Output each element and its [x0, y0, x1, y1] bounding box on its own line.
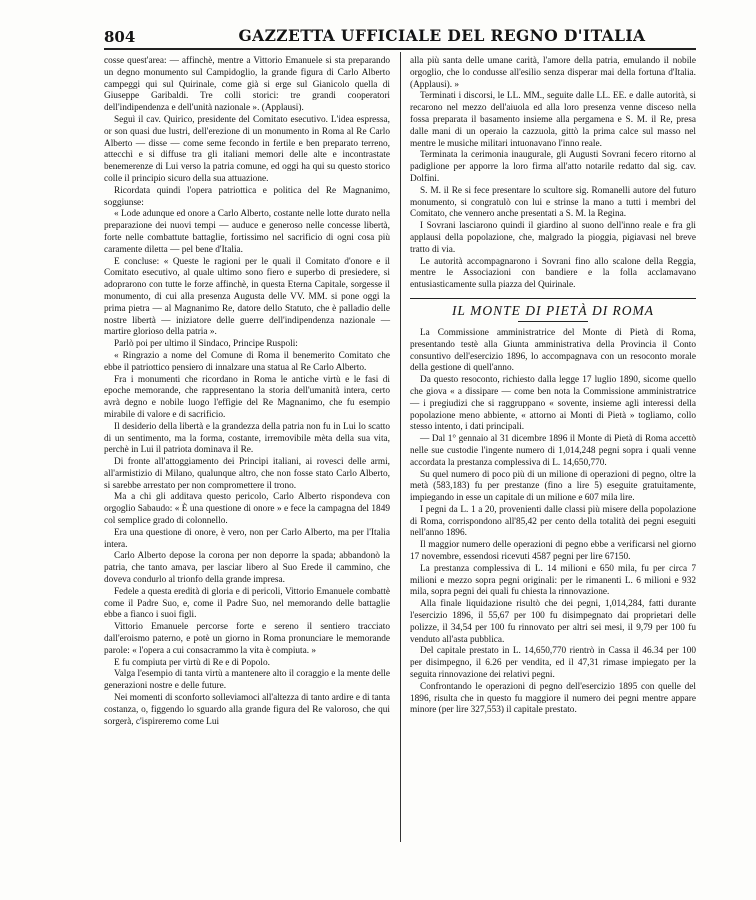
paragraph: I pegni da L. 1 a 20, provenienti dalle classi più misere della popolazione di Roma, corrispondono all'85,42 per cento della totalità dei pegni eseguiti nell'anno 1896. — [410, 504, 696, 539]
paragraph: Nei momenti di sconforto solleviamoci all'altezza di tanto ardire e di tanta costanza, o, figgendo lo sguardo alla grande figura del Re valoroso, che qui sorgerà, c'ispireremo come Lui — [104, 693, 390, 727]
column-divider — [400, 52, 401, 842]
paragraph: Da questo resoconto, richiesto dalla legge 17 luglio 1890, sicome quello che giova « a dissipare — come ben nota la Commissione amministratrice — i pregiudizi che si raggruppano « sovente, insieme agli interessi della popolazione meno abbiente, « attorno ai Monti di Pietà » togliamo, collo stesso intento, i dati principali. — [410, 375, 696, 433]
paragraph: Su quel numero di poco più di un milione di operazioni di pegno, oltre la metà (583,183) fu per prestanze (fino a lire 5) eseguite gratuitamente, impiegando in esse un capitale di un milione e 607 mila lire. — [410, 469, 696, 504]
gazette-title: GAZZETTA UFFICIALE DEL REGNO D'ITALIA — [238, 26, 646, 45]
paragraph: E concluse: « Queste le ragioni per le quali il Comitato d'onore e il Comitato esecutivo, al quale ultimo sono fiero e superbo di presiedere, si adoprarono con tutte le forze affinchè, in questa Eterna Capitale, sorgesse il monumento, di cui alla presenza Augusta delle VV. MM. si pone oggi la prima pietra — al Magnanimo Re, datore dello Statuto, che è palladio delle nostre libertà — iniziatore delle guerre dell'indipendenza nazionale — martire glorioso della patria ». — [104, 256, 390, 338]
paragraph: Terminati i discorsi, le LL. MM., seguite dalle LL. EE. e dalle autorità, si recarono nel mezzo dell'aiuola ed alla loro presenza venne disceso nella fossa preparata il basamento insieme alla pergamena e S. M. il Re, presa dalle mani di un operaio la cazzuola, gittò la prima calce sul masso nel mentre le musiche militari intuonavano l'inno reale. — [410, 91, 696, 149]
paragraph: Alla finale liquidazione risultò che dei pegni, 1,014,284, fatti durante l'esercizio 1896, il 55,67 per 100 fu disimpegnato dai proprietari delle polizze, il 34,54 per 100 fu rinnovato per altri sei mesi, il 9,79 per 100 fu venduto all'asta pubblica. — [410, 599, 696, 645]
left-column — [104, 56, 390, 728]
paragraph: — Dal 1° gennaio al 31 dicembre 1896 il Monte di Pietà di Roma accettò nelle sue custodie l'ingente numero di 1,014,248 pegni sopra i quali venne accordata la prestanza complessiva di L. 14,650,770. — [410, 434, 696, 468]
title-underline — [518, 321, 588, 322]
page-number: 804 — [104, 28, 136, 46]
header-rule — [104, 48, 696, 50]
paragraph: Il maggior numero delle operazioni di pegno ebbe a verificarsi nel giorno 17 novembre, essendosi ricevuti 4587 pegni per lire 67150. — [410, 540, 696, 563]
paragraph: cosse quest'area: — affinchè, mentre a Vittorio Emanuele si sta preparando un degno monumento sul Campidoglio, la grande figura di Carlo Alberto campeggi qui sul Quirinale, come già si erge sul Gianicolo quella di Giuseppe Garibaldi. Tre colli storici: tre grandi cooperatori dell'indipendenza e dell'unità nazionale ». (Applausi). — [104, 56, 390, 114]
paragraph: Seguì il cav. Quirico, presidente del Comitato esecutivo. L'idea espressa, or son quasi due lustri, dell'erezione di un monumento in Roma al Re Carlo Alberto — disse — come seme fecondo in fertile e ben preparato terreno, attecchì e si diffuse tra gli italiani memori delle alte e incontrastate benemerenze di Lui verso la patria comune, ed oggi ha qui su questo storico colle il principio sicuro della sua attuazione. — [104, 114, 390, 184]
section-rule — [410, 298, 696, 299]
paragraph: La Commissione amministratrice del Monte di Pietà di Roma, presentando testè alla Giunta amministrativa della Provincia il Conto consuntivo dell'esercizio 1896, lo accompagnava con un resoconto morale della gestione di quell'anno. — [410, 327, 696, 374]
paragraph: Vittorio Emanuele percorse forte e sereno il sentiero tracciato dall'eroismo paterno, e potè un giorno in Roma pronunciare le memorande parole: « l'opera a cui consacrammo la vita è compiuta. » — [104, 622, 390, 656]
paragraph: Era una questione di onore, è vero, non per Carlo Alberto, ma per l'Italia intera. — [104, 527, 390, 550]
paragraph: Carlo Alberto depose la corona per non deporre la spada; abbandonò la patria, che tanto amava, per lasciar libero al Suo Erede il cammino, che doveva condurlo al trionfo della grande impresa. — [104, 551, 390, 586]
paragraph: « Ringrazio a nome del Comune di Roma il benemerito Comitato che ebbe il patriottico pensiero di innalzare una statua al Re Carlo Alberto. — [104, 350, 390, 373]
paragraph: Terminata la cerimonia inaugurale, gli Augusti Sovrani fecero ritorno al padiglione per apporre la loro firma all'atto notarile redatto dal sig. cav. Dolfini. — [410, 150, 696, 184]
page-header — [104, 24, 696, 48]
paragraph: Valga l'esempio di tanta virtù a mantenere alto il coraggio e la mente delle generazioni nostre e delle future. — [104, 669, 390, 692]
paragraph: Le autorità accompagnarono i Sovrani fino allo scalone della Reggia, mentre le Associazioni con bandiere e la folla acclamavano entusiasticamente sulla piazza del Quirinale. — [410, 256, 696, 291]
paragraph: « Lode adunque ed onore a Carlo Alberto, costante nelle lotte durato nella preparazione dei nuovi tempi — auduce e generoso nelle concesse libertà, forte nelle combattute battaglie, fortissimo nel sacrificio di ogni cosa più caramente diletta — pel bene d'Italia. — [104, 209, 390, 255]
paragraph: Parlò poi per ultimo il Sindaco, Principe Ruspoli: — [114, 339, 298, 350]
paragraph: Del capitale prestato in L. 14,650,770 rientrò in Cassa il 46.34 per 100 per disimpegno, il 6.26 per vendita, ed il 47,31 rimase impiegato per la seguita rinnovazione dei relativi pegni. — [410, 646, 696, 681]
paragraph: Fra i monumenti che ricordano in Roma le antiche virtù e le fasi di epoche memorande, che rappresentano la storia dell'umanità intera, certo avrà degno e nobile luogo l'effigie del Re Magnanimo, che fu esempio mirabile di valore e di sacrificio. — [104, 374, 390, 420]
paragraph: Ma a chi gli additava questo pericolo, Carlo Alberto rispondeva con orgoglio Sabaudo: « È una questione di onore » e fece la campagna del 1849 col semplice grado di colonnello. — [104, 492, 390, 527]
right-column — [410, 56, 696, 717]
paragraph: I Sovrani lasciarono quindi il giardino al suono dell'inno reale e fra gli applausi della popolazione, che, malgrado la pioggia, pigiavasi nel breve tratto di via. — [410, 221, 696, 255]
paragraph: Ricordata quindi l'opera patriottica e politica del Re Magnanimo, soggiunse: — [104, 185, 390, 208]
paragraph: E fu compiuta per virtù di Re e di Popolo. — [114, 657, 270, 668]
paragraph: Confrontando le operazioni di pegno dell'esercizio 1895 con quelle del 1896, risulta che in questo fu maggiore il numero dei pegni mentre appare minore (per lire 327,553) il capitale prestato. — [410, 681, 696, 716]
paragraph: Fedele a questa eredità di gloria e di pericoli, Vittorio Emanuele combattè come il Padre Suo, e, come il Padre Suo, nel memorando delle battaglie ebbe a fianco i suoi figli. — [104, 586, 390, 621]
paragraph: S. M. il Re si fece presentare lo scultore sig. Romanelli autore del futuro monumento, si congratulò con lui e strinse la mano a tutti i membri del Comitato, che vennero anche presentati a S. M. la Regina. — [410, 185, 696, 220]
paragraph: Di fronte all'attoggiamento dei Principi italiani, ai rovesci delle armi, all'armistizio di Milano, qualunque altro, che non fosse stato Carlo Alberto, si sarebbe arrestato per non compromettere il trono. — [104, 457, 390, 491]
paragraph: La prestanza complessiva di L. 14 milioni e 650 mila, fu per circa 7 milioni e mezzo sopra pegni originali: per le rimanenti L. 6 milioni e 932 mila, sopra pegni dei quali fu chiesta la rinnovazione. — [410, 563, 696, 598]
paragraph: alla più santa delle umane carità, l'amore della patria, emulando il nobile orgoglio, che lo condusse all'esilio senza disperar mai della fortuna d'Italia. (Applausi). » — [410, 56, 696, 90]
paragraph: Il desiderio della libertà e la grandezza della patria non fu in Lui lo scatto di un sentimento, ma la forma, costante, irremovibile mèta della sua vita, perchè in Lui il patriota dominava il Re. — [104, 421, 390, 456]
section-title: IL MONTE DI PIETÀ DI ROMA — [451, 302, 655, 318]
